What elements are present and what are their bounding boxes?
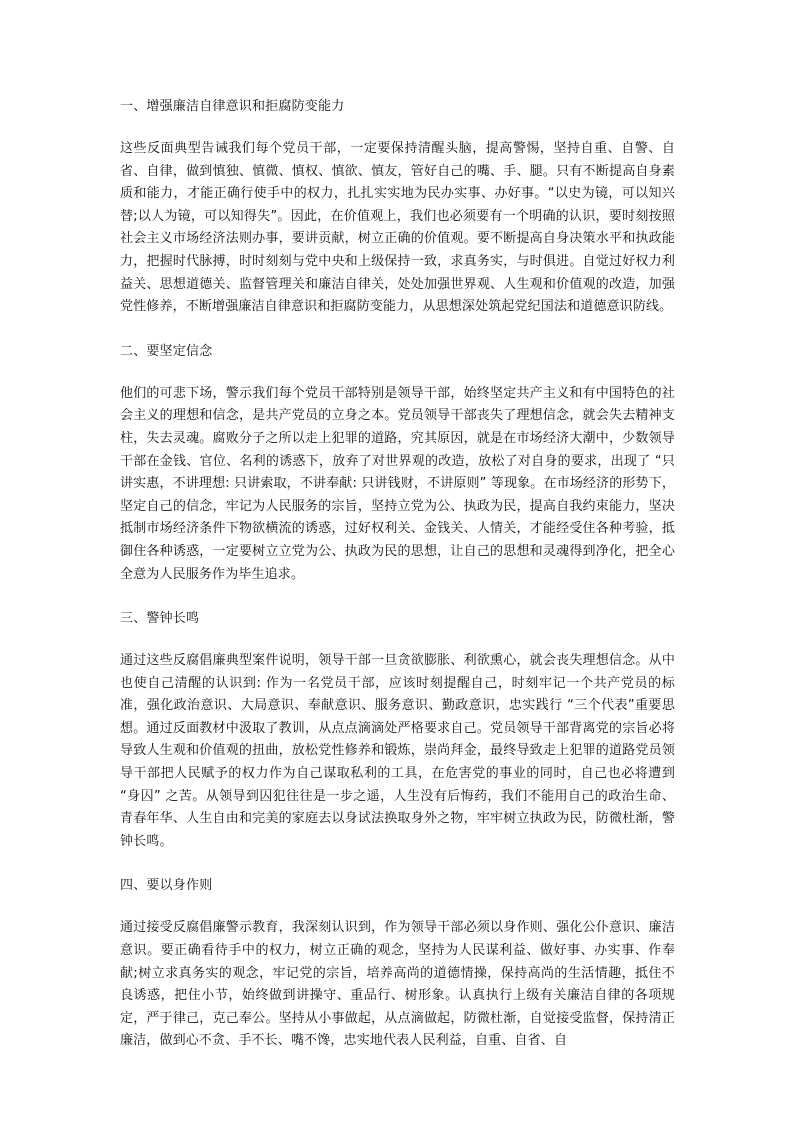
section-paragraph: 通过这些反腐倡廉典型案件说明，领导干部一旦贪欲膨胀、利欲熏心，就会丧失理想信念。从中也使自己清醒的认识到: 作为一名党员干部，应该时刻提醒自己，时刻牢记一个共产党员的标准，强化政治意识、大局意识、奉献意识、服务意识、勤政意识，忠实践行 “三个代表”重要思想。通过反面教材中汲取了教训，从点点滴滴处严格要求自己。党员领导干部背离党的宗旨必将导致人生观和价值观的扭曲，放松党性修养和锻炼，崇尚拜金，最终导致走上犯罪的道路党员领导干部把人民赋予的权力作为自己谋取私利的工具，在危害党的事业的同时，自己也必将遭到 “身囚” 之苦。从领导到囚犯往往是一步之遥，人生没有后悔药，我们不能用自己的政治生命、青春年华、人生自由和完美的家庭去以身试法换取身外之物，牢牢树立执政为民，防微杜渐，警钟长鸣。 [120,653,675,849]
section-heading: 一、增强廉洁自律意识和拒腐防变能力 [120,99,345,114]
document-page [120,98,675,1053]
section-3 [120,610,675,853]
section-heading: 二、要坚定信念 [120,343,213,359]
section-paragraph: 他们的可悲下场，警示我们每个党员干部特别是领导干部，始终坚定共产主义和有中国特色的社会主义的理想和信念，是共产党员的立身之本。党员领导干部丧失了理想信念，就会失去精神支柱，失去灵魂。腐败分子之所以走上犯罪的道路，究其原因，就是在市场经济大潮中，少数领导干部在金钱、官位、名利的诱惑下，放弃了对世界观的改造，放松了对自身的要求，出现了 “只讲实惠，不讲理想: 只讲索取，不讲奉献: 只讲钱财，不讲原则” 等现象。在市场经济的形势下，坚定自己的信念，牢记为人民服务的宗旨，坚持立党为公、执政为民，提高自我约束能力，坚决抵制市场经济条件下物欲横流的诱惑，过好权利关、金钱关、人情关，才能经受住各种考验，抵御住各种诱惑，一定要树立立党为公、执政为民的思想，让自己的思想和灵魂得到净化，把全心全意为人民服务作为毕生追求。 [120,385,675,582]
section-heading: 三、警钟长鸣 [120,611,200,627]
section-heading: 四、要以身作则 [120,878,213,894]
section-paragraph: 通过接受反腐倡廉警示教育，我深刻认识到，作为领导干部必须以身作则、强化公仆意识、廉洁意识。要正确看待手中的权力，树立正确的观念，坚持为人民谋利益、做好事、办实事、作奉献;树立求真务实的观念，牢记党的宗旨，培养高尚的道德情操，保持高尚的生活情趣，抵住不良诱惑，把住小节，始终做到讲操守、重品行、树形象。认真执行上级有关廉洁自律的各项规定，严于律己，克己奉公。坚持从小事做起，从点滴做起，防微杜渐，自觉接受监督，保持清正廉洁，做到心不贪、手不长、嘴不馋，忠实地代表人民利益，自重、自省、自 [120,920,675,1049]
section-4 [120,877,675,1053]
section-paragraph: 这些反面典型告诫我们每个党员干部，一定要保持清醒头脑，提高警惕，坚持自重、自警、自省、自律，做到慎独、慎微、慎权、慎欲、慎友，管好自己的嘴、手、腿。只有不断提高自身素质和能力，才能正确行使手中的权力，扎扎实实地为民办实事、办好事。“以史为镜，可以知兴替;以人为镜，可以知得失”。因此，在价值观上，我们也必须要有一个明确的认识，要时刻按照社会主义市场经济法则办事，要讲贡献，树立正确的价值观。要不断提高自身决策水平和执政能力，把握时代脉搏，时时刻刻与党中央和上级保持一致，求真务实，与时俱进。自觉过好权力利益关、思想道德关、监督管理关和廉洁自律关，处处加强世界观、人生观和价值观的改造，加强党性修养，不断增强廉洁自律意识和拒腐防变能力，从思想深处筑起党纪国法和道德意识防线。 [120,141,675,315]
section-2 [120,343,675,586]
section-1 [120,98,675,319]
